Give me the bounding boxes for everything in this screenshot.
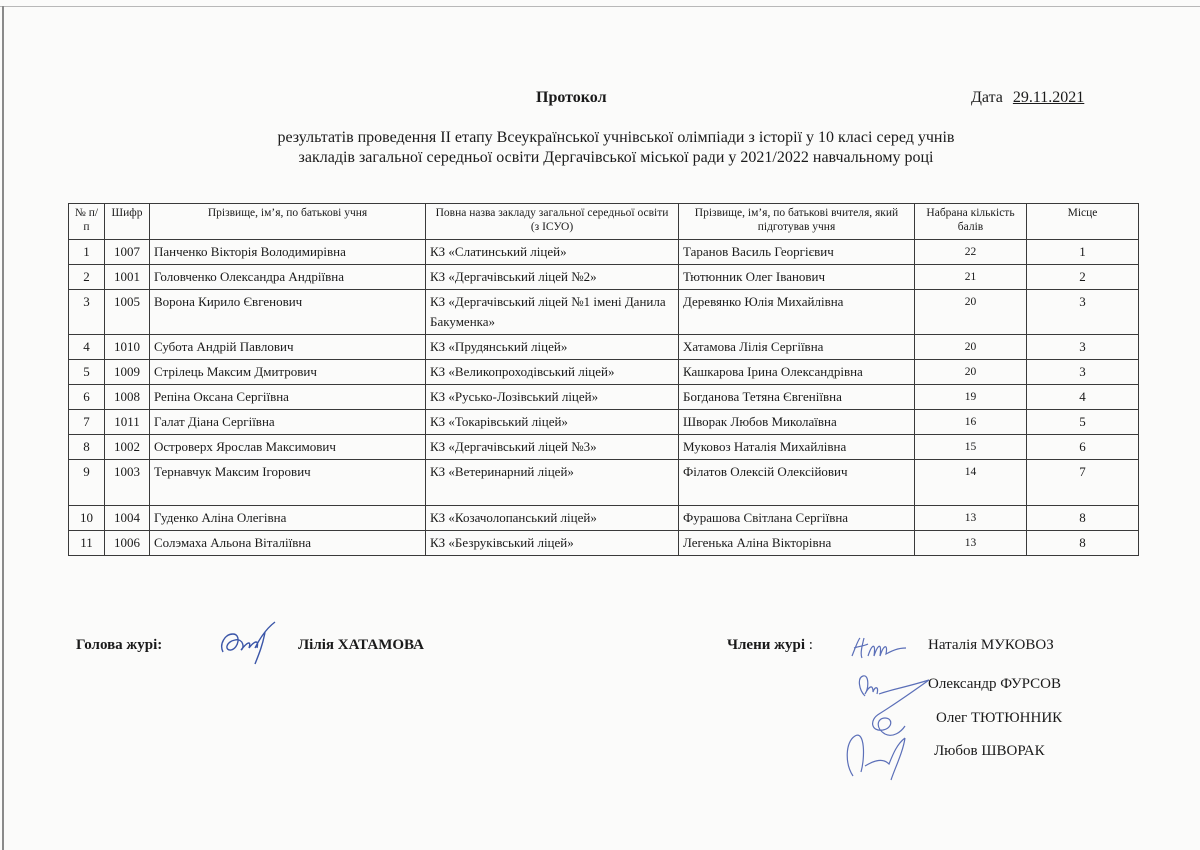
row-score: 20 [915,335,1027,360]
row-place: 8 [1027,506,1139,531]
row-score: 13 [915,531,1027,556]
row-teacher: Кашкарова Ірина Олександрівна [679,360,915,385]
row-number: 6 [69,385,105,410]
row-score: 13 [915,506,1027,531]
col-header-student: Прізвище, ім’я, по батькові учня [150,204,426,240]
row-teacher: Філатов Олексій Олексійович [679,460,915,506]
row-code: 1002 [105,435,150,460]
row-code: 1006 [105,531,150,556]
head-signature-icon [215,618,285,666]
row-place: 3 [1027,335,1139,360]
row-place: 3 [1027,360,1139,385]
row-place: 1 [1027,240,1139,265]
col-header-school: Повна назва закладу загальної середньої освіти (з ІСУО) [426,204,679,240]
table-row [69,506,1139,531]
document-title: Протокол [536,89,607,106]
row-score: 15 [915,435,1027,460]
member-signatures-group-icon [835,668,935,788]
row-score: 21 [915,265,1027,290]
row-place: 3 [1027,290,1139,335]
row-number: 1 [69,240,105,265]
row-teacher: Муковоз Наталія Михайлівна [679,435,915,460]
jury-member-1: Наталія МУКОВОЗ [928,637,1054,653]
row-student: Репіна Оксана Сергіївна [150,385,426,410]
row-number: 2 [69,265,105,290]
row-place: 8 [1027,531,1139,556]
jury-members-title: Члени журі [727,637,806,653]
row-teacher: Легенька Аліна Вікторівна [679,531,915,556]
row-code: 1007 [105,240,150,265]
row-score: 19 [915,385,1027,410]
row-place: 2 [1027,265,1139,290]
row-number: 4 [69,335,105,360]
row-teacher: Шворак Любов Миколаївна [679,410,915,435]
row-student: Гуденко Аліна Олегівна [150,506,426,531]
table-row [69,531,1139,556]
row-score: 14 [915,460,1027,506]
row-number: 3 [69,290,105,335]
table-row [69,360,1139,385]
row-student: Солэмаха Альона Віталіївна [150,531,426,556]
row-teacher: Деревянко Юлія Михайлівна [679,290,915,335]
date-value: 29.11.2021 [1012,89,1085,106]
row-school: КЗ «Токарівський ліцей» [426,410,679,435]
row-student: Галат Діана Сергіївна [150,410,426,435]
row-number: 11 [69,531,105,556]
row-place: 5 [1027,410,1139,435]
jury-members-label [727,637,813,654]
jury-member-3: Олег ТЮТЮННИК [936,710,1063,726]
table-row [69,460,1139,506]
row-score: 16 [915,410,1027,435]
row-student: Ворона Кирило Євгенович [150,290,426,335]
row-place: 4 [1027,385,1139,410]
row-number: 10 [69,506,105,531]
row-school: КЗ «Великопроходівський ліцей» [426,360,679,385]
row-school: КЗ «Дергачівський ліцей №2» [426,265,679,290]
row-number: 9 [69,460,105,506]
row-code: 1001 [105,265,150,290]
row-score: 22 [915,240,1027,265]
row-school: КЗ «Слатинський ліцей» [426,240,679,265]
row-teacher: Хатамова Лілія Сергіївна [679,335,915,360]
col-header-code: Шифр [105,204,150,240]
row-code: 1009 [105,360,150,385]
table-row [69,265,1139,290]
date-label: Дата [971,89,1003,106]
row-code: 1003 [105,460,150,506]
row-number: 8 [69,435,105,460]
row-student: Панченко Вікторія Володимирівна [150,240,426,265]
row-score: 20 [915,290,1027,335]
table-row [69,385,1139,410]
table-row [69,435,1139,460]
jury-head-label: Голова журі: [76,637,163,653]
row-school: КЗ «Дергачівський ліцей №1 імені Данила Бакуменка» [426,290,679,335]
row-student: Островерх Ярослав Максимович [150,435,426,460]
row-code: 1004 [105,506,150,531]
col-header-place: Місце [1027,204,1139,240]
row-number: 5 [69,360,105,385]
row-code: 1011 [105,410,150,435]
table-header-row [69,204,1139,240]
jury-member-2: Олександр ФУРСОВ [928,676,1061,692]
row-code: 1005 [105,290,150,335]
row-code: 1010 [105,335,150,360]
row-teacher: Богданова Тетяна Євгеніївна [679,385,915,410]
row-student: Стрілець Максим Дмитрович [150,360,426,385]
row-student: Субота Андрій Павлович [150,335,426,360]
jury-head-name: Лілія ХАТАМОВА [298,637,424,653]
table-row [69,410,1139,435]
table-row [69,335,1139,360]
row-school: КЗ «Русько-Лозівський ліцей» [426,385,679,410]
row-code: 1008 [105,385,150,410]
row-place: 7 [1027,460,1139,506]
row-school: КЗ «Дергачівський ліцей №3» [426,435,679,460]
row-student: Тернавчук Максим Ігорович [150,460,426,506]
row-school: КЗ «Козачолопанський ліцей» [426,506,679,531]
row-school: КЗ «Безруківський ліцей» [426,531,679,556]
row-school: КЗ «Прудянський ліцей» [426,335,679,360]
col-header-score: Набрана кількість балів [915,204,1027,240]
table-row [69,240,1139,265]
row-score: 20 [915,360,1027,385]
results-table [68,203,1139,556]
subtitle-line-1: результатів проведення ІІ етапу Всеукраїнської учнівської олімпіади з історії у 10 класі серед учнів [277,129,955,146]
row-student: Головченко Олександра Андріївна [150,265,426,290]
jury-member-4: Любов ШВОРАК [934,743,1045,759]
row-teacher: Таранов Василь Георгієвич [679,240,915,265]
row-number: 7 [69,410,105,435]
col-header-teacher: Прізвище, ім’я, по батькові вчителя, який підготував учня [679,204,915,240]
jury-members-colon: : [805,637,813,653]
table-row [69,290,1139,335]
row-teacher: Фурашова Світлана Сергіївна [679,506,915,531]
scan-page-edge-top [0,6,1200,7]
row-teacher: Тютюнник Олег Іванович [679,265,915,290]
document-subtitle [0,128,1200,168]
subtitle-line-2: закладів загальної середньої освіти Дергачівської міської ради у 2021/2022 навчальному році [298,149,934,166]
row-place: 6 [1027,435,1139,460]
document-date [971,89,1084,107]
row-school: КЗ «Ветеринарний ліцей» [426,460,679,506]
member-signature-1-icon [848,634,910,664]
col-header-number: № п/п [69,204,105,240]
